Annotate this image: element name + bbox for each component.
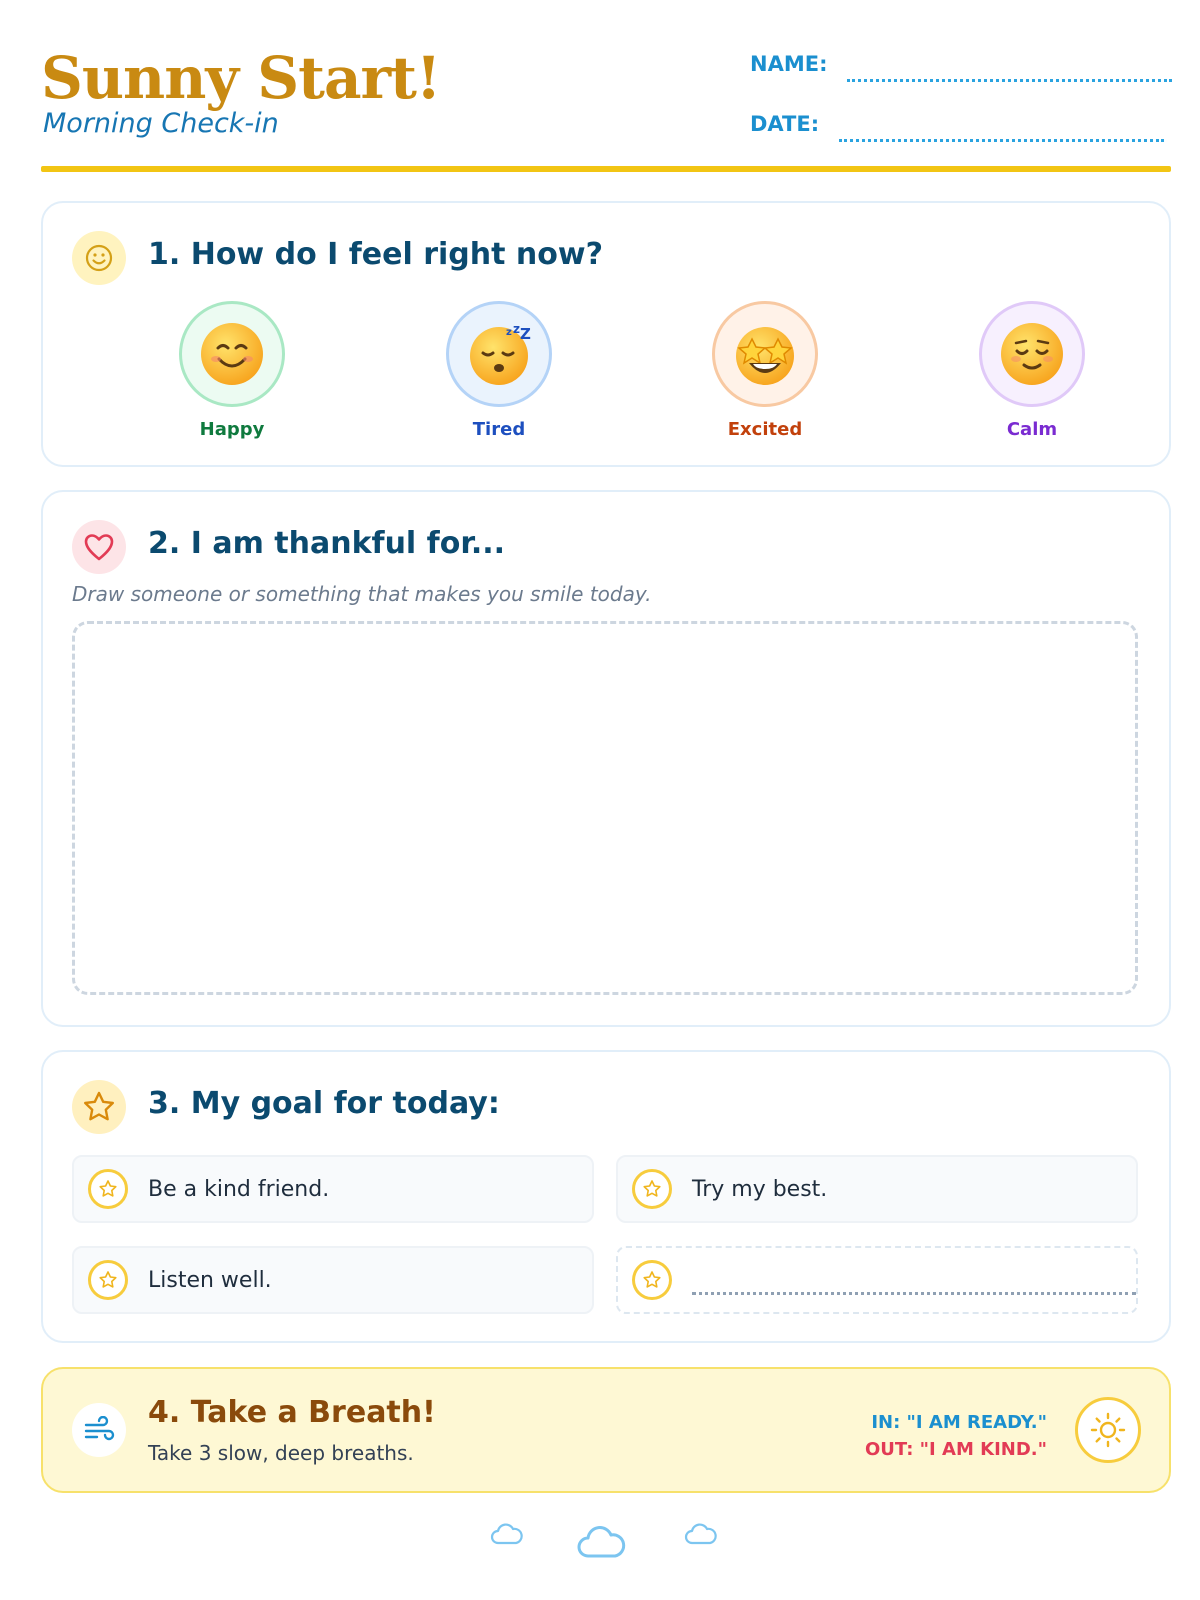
breath-mantra — [865, 1409, 1047, 1463]
goal-section — [41, 1050, 1171, 1343]
mood-happy-label: Happy — [199, 419, 265, 440]
goal-text: Be a kind friend. — [148, 1176, 330, 1202]
mood-happy-circle[interactable] — [179, 301, 285, 407]
goal-text: Listen well. — [148, 1267, 272, 1293]
breath-title: 4. Take a Breath! — [148, 1395, 436, 1430]
cloud-icon — [684, 1522, 718, 1546]
gratitude-section — [41, 490, 1171, 1027]
smiley-icon — [72, 231, 126, 285]
star-badge-icon[interactable] — [632, 1260, 672, 1300]
star-badge-icon[interactable] — [88, 1169, 128, 1209]
date-label: DATE: — [750, 112, 820, 136]
mood-options — [43, 301, 1169, 451]
mood-calm-circle[interactable] — [979, 301, 1085, 407]
header-divider — [41, 166, 1171, 172]
mood-excited[interactable] — [695, 301, 835, 440]
sleeping-face-icon — [466, 321, 532, 387]
goal-option[interactable] — [72, 1246, 594, 1314]
cloud-decoration — [0, 1518, 1200, 1578]
goal-option[interactable] — [72, 1155, 594, 1223]
star-badge-icon[interactable] — [632, 1169, 672, 1209]
breath-subtitle: Take 3 slow, deep breaths. — [148, 1441, 414, 1465]
cloud-icon — [576, 1522, 628, 1560]
mood-tired-label: Tired — [472, 419, 526, 440]
mood-calm[interactable] — [962, 301, 1102, 440]
custom-goal-line[interactable] — [692, 1292, 1136, 1295]
page-title: Sunny Start! — [41, 44, 441, 112]
date-field[interactable] — [750, 112, 1164, 136]
page-subtitle: Morning Check-in — [43, 108, 279, 139]
sun-icon — [1075, 1397, 1141, 1463]
svg-text:z: z — [506, 327, 512, 338]
breath-section — [41, 1367, 1171, 1493]
mood-tired[interactable] — [429, 301, 569, 440]
name-field[interactable] — [750, 52, 1172, 76]
heart-icon — [72, 520, 126, 574]
goal-title: 3. My goal for today: — [148, 1086, 500, 1121]
date-line[interactable] — [839, 139, 1164, 142]
mood-calm-label: Calm — [1006, 419, 1058, 440]
feelings-title: 1. How do I feel right now? — [148, 237, 603, 272]
name-line[interactable] — [847, 79, 1172, 82]
custom-goal-option[interactable] — [616, 1246, 1138, 1314]
gratitude-hint: Draw someone or something that makes you smile today. — [72, 582, 652, 606]
svg-text:Z: Z — [520, 325, 531, 343]
relieved-face-icon — [999, 321, 1065, 387]
mood-tired-circle[interactable] — [446, 301, 552, 407]
gratitude-title: 2. I am thankful for... — [148, 526, 506, 561]
star-badge-icon[interactable] — [88, 1260, 128, 1300]
name-label: NAME: — [750, 52, 828, 76]
star-struck-face-icon — [732, 321, 798, 387]
feelings-section — [41, 201, 1171, 467]
smiling-face-icon — [199, 321, 265, 387]
goal-option[interactable] — [616, 1155, 1138, 1223]
cloud-icon — [490, 1522, 524, 1546]
mood-excited-circle[interactable] — [712, 301, 818, 407]
svg-text:z: z — [513, 322, 520, 336]
breath-out-text: OUT: "I AM KIND." — [865, 1439, 1047, 1460]
breath-in-text: IN: "I AM READY." — [871, 1412, 1047, 1433]
drawing-area[interactable] — [72, 621, 1138, 995]
mood-excited-label: Excited — [727, 419, 803, 440]
worksheet-header — [41, 36, 1171, 176]
goal-text: Try my best. — [692, 1176, 828, 1202]
mood-happy[interactable] — [162, 301, 302, 440]
wind-icon — [72, 1403, 126, 1457]
star-icon — [72, 1080, 126, 1134]
